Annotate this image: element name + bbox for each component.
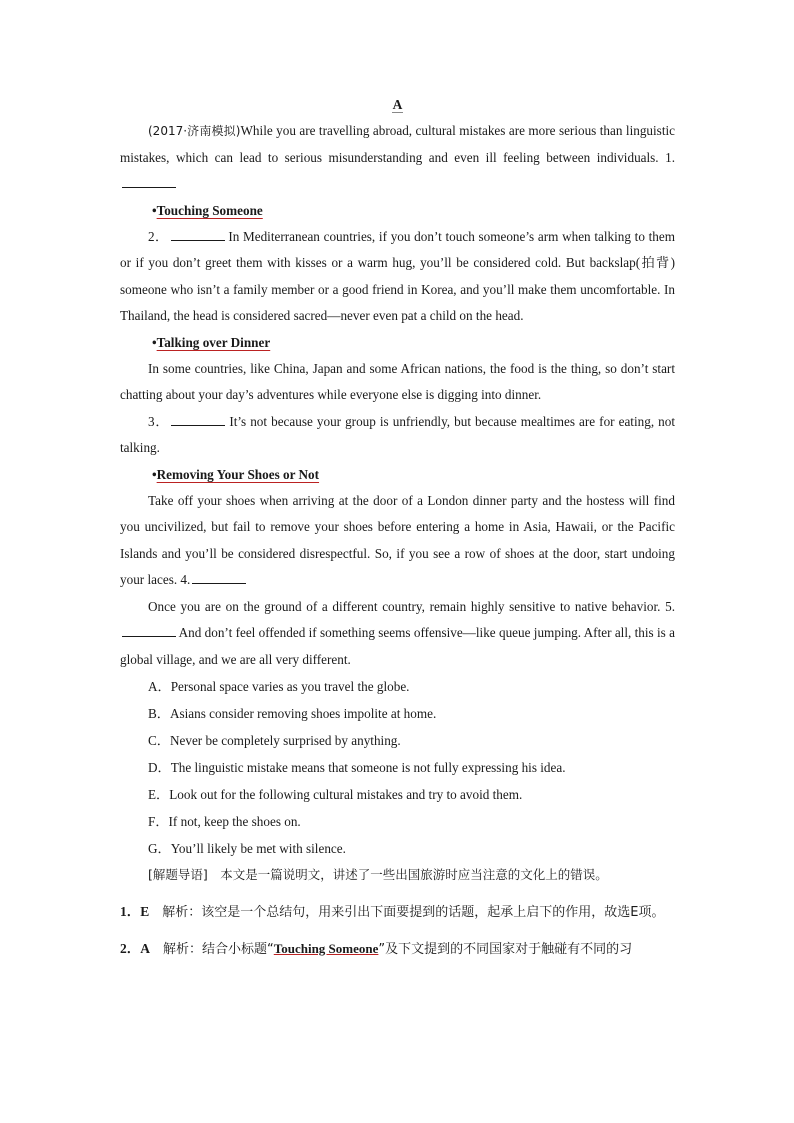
option-f[interactable]: F．If not, keep the shoes on. — [148, 814, 301, 829]
blank-number: 2． — [148, 228, 169, 244]
answer-number: 1．E — [120, 904, 150, 919]
blank-5[interactable] — [122, 624, 176, 637]
paragraph-shoes — [120, 488, 675, 594]
answer-subtitle: Touching Someone — [273, 941, 379, 956]
paragraph-dinner-blank — [120, 409, 675, 462]
answer-text: ”及下文提到的不同国家对于触碰有不同的习 — [378, 942, 633, 957]
paragraph-touching — [120, 224, 675, 330]
answer-number: 2．A — [120, 941, 150, 956]
option-d[interactable]: D．The linguistic mistake means that someone is not fully expressing his idea. — [148, 760, 566, 775]
paragraph-text: It’s not because your group is unfriendly, but because mealtimes are for eating, not talking. — [120, 413, 676, 455]
guide-label: [解题导语] — [148, 867, 208, 882]
blank-1[interactable] — [122, 175, 176, 188]
answer-2 — [120, 931, 675, 968]
bullet: • — [152, 202, 157, 218]
blank-number: 3． — [148, 413, 170, 429]
section-heading-dinner — [120, 330, 675, 356]
section-heading-touching — [120, 198, 675, 224]
answer-1 — [120, 894, 675, 931]
blank-2[interactable] — [171, 228, 225, 241]
option-c[interactable]: C．Never be completely surprised by anything. — [148, 733, 401, 748]
paragraph-closing — [120, 594, 675, 674]
section-heading-shoes — [120, 462, 675, 488]
guide-text: 本文是一篇说明文，讲述了一些出国旅游时应当注意的文化上的错误。 — [207, 867, 608, 882]
option-g[interactable]: G．You’ll likely be met with silence. — [148, 841, 346, 856]
bullet: • — [152, 466, 157, 482]
paragraph-text: And don’t feel offended if something seems offensive—like queue jumping. After all, this is a global village, and we are all very different. — [120, 625, 675, 667]
blank-4[interactable] — [192, 571, 246, 584]
heading-text: Removing Your Shoes or Not — [156, 466, 320, 482]
option-a[interactable]: A．Personal space varies as you travel the globe. — [148, 679, 410, 694]
answer-text: 解析：该空是一个总结句，用来引出下面要提到的话题，起承上启下的作用，故选E项。 — [149, 905, 665, 920]
source-tag: (2017·济南模拟) — [148, 124, 241, 138]
heading-text: Talking over Dinner — [156, 334, 271, 350]
paragraph-text: In Mediterranean countries, if you don’t touch someone’s arm when talking to them or if you don’t greet them with kisses or a warm hug, you’ll be considered cold. But backslap(拍背) someone who isn’t a family member or a good friend in Korea, and you’ll make them uncomfortable. In Thailand, the head is considered sacred—never even pat a child on the head. — [120, 228, 676, 323]
guide-note — [120, 862, 675, 888]
option-e[interactable]: E．Look out for the following cultural mistakes and try to avoid them. — [148, 787, 523, 802]
blank-3[interactable] — [171, 413, 225, 426]
document-page — [120, 96, 675, 968]
option-b[interactable]: B．Asians consider removing shoes impolite at home. — [148, 706, 437, 721]
paragraph-text: Take off your shoes when arriving at the door of a London dinner party and the hostess will find you uncivilized, but fail to remove your shoes before entering a home in Asia, Hawaii, or the Pacific Islands and you’ll be considered disrespectful. So, if you see a row of shoes at the door, start undoing your laces. 4. — [120, 492, 675, 587]
bullet: • — [152, 334, 157, 350]
passage-title: A — [392, 97, 403, 112]
heading-text: Touching Someone — [156, 202, 263, 218]
paragraph-dinner: In some countries, like China, Japan and some African nations, the food is the thing, so don’t start chatting about your day’s adventures while everyone else is digging into dinner. — [120, 360, 675, 402]
intro-paragraph — [120, 118, 675, 198]
answer-text: 解析：结合小标题“ — [150, 942, 274, 957]
intro-text: While you are travelling abroad, cultural mistakes are more serious than linguistic mistakes, which can lead to serious misunderstanding and even ill feeling between individuals. 1. — [120, 123, 675, 165]
paragraph-text: Once you are on the ground of a different country, remain highly sensitive to native behavior. 5. — [148, 598, 675, 614]
